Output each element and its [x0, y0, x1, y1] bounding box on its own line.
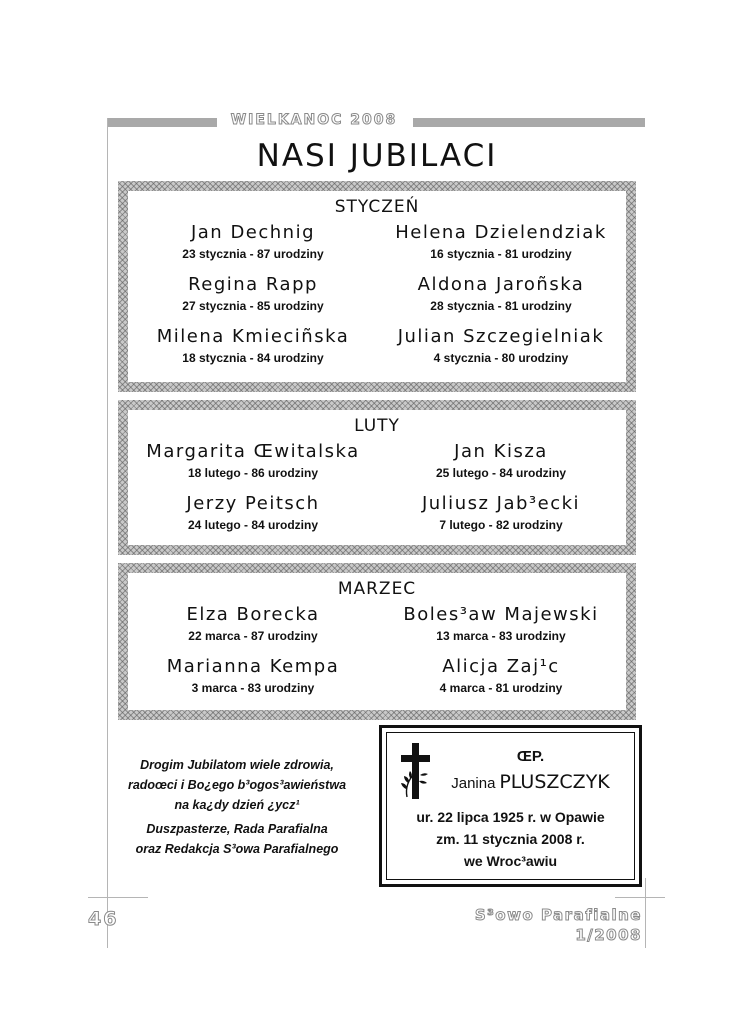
person-name: Juliusz Jab³ecki	[421, 493, 581, 514]
obituary-name	[427, 771, 634, 793]
birthday-date: 27 stycznia - 85 urodziny	[182, 299, 324, 313]
person-name: Jan Dechnig	[190, 222, 316, 243]
right-column	[376, 604, 626, 695]
jubilee-entry	[128, 493, 378, 532]
person-name: Elza Borecka	[186, 604, 320, 625]
left-column	[128, 604, 378, 695]
birthday-date: 18 lutego - 86 urodziny	[187, 466, 319, 480]
birthday-date: 4 marca - 81 urodziny	[439, 681, 563, 695]
jubilee-entry	[128, 441, 378, 493]
birthday-date: 7 lutego - 82 urodziny	[439, 518, 563, 532]
footer-rule-left	[88, 897, 148, 898]
month-name: MARZEC	[337, 579, 417, 599]
obituary-place: we Wroc³awiu	[463, 853, 558, 869]
person-name: Aldona Jaroñska	[417, 274, 585, 295]
jubilee-entry	[376, 222, 626, 274]
jubilee-entry	[376, 441, 626, 493]
wishes-line: oraz Redakcja S³owa Parafialnego	[135, 842, 339, 856]
footer-mark-right	[645, 878, 646, 948]
jubilee-entry	[376, 656, 626, 695]
obituary-rip: ŒP.	[516, 748, 545, 765]
person-name: Alicja Zaj¹c	[442, 656, 560, 677]
person-name: Julian Szczegielniak	[397, 326, 605, 347]
wishes-line: Drogim Jubilatom wiele zdrowia,	[140, 758, 334, 772]
jubilee-entry	[376, 326, 626, 365]
birthday-date: 18 stycznia - 84 urodziny	[182, 351, 324, 365]
page-title: NASI JUBILACI	[256, 138, 498, 174]
magazine-name: S³owo Parafialne	[474, 906, 642, 924]
person-name: Helena Dzielendziak	[395, 222, 607, 243]
jubilee-entry	[128, 326, 378, 365]
obituary-first-name: Janina	[451, 775, 496, 792]
jubilee-entry	[376, 604, 626, 656]
wishes-line: radoœci i Bo¿ego b³ogos³awieństwa	[127, 778, 347, 792]
birthday-date: 24 lutego - 84 urodziny	[187, 518, 319, 532]
month-name: LUTY	[354, 416, 400, 436]
obituary-born: ur. 22 lipca 1925 r. w Opawie	[416, 809, 605, 825]
birthday-date: 25 lutego - 84 urodziny	[435, 466, 567, 480]
person-name: Margarita Œwitalska	[146, 441, 360, 462]
birthday-date: 16 stycznia - 81 urodziny	[430, 247, 572, 261]
footer-rule-right	[615, 897, 665, 898]
birthday-date: 4 stycznia - 80 urodziny	[433, 351, 569, 365]
right-column	[376, 441, 626, 532]
birthday-date: 22 marca - 87 urodziny	[188, 629, 318, 643]
left-column	[128, 441, 378, 532]
wishes-line: Duszpasterze, Rada Parafialna	[146, 822, 328, 836]
person-name: Jerzy Peitsch	[186, 493, 320, 514]
person-name: Marianna Kempa	[166, 656, 340, 677]
header-rule-right	[413, 118, 645, 127]
left-margin-line	[107, 118, 108, 948]
wishes-block	[110, 755, 364, 859]
header-rule-left	[107, 118, 217, 127]
birthday-date: 28 stycznia - 81 urodziny	[430, 299, 572, 313]
obituary-box	[379, 725, 642, 887]
person-name: Regina Rapp	[188, 274, 318, 295]
obituary-surname: PLUSZCZYK	[499, 771, 610, 793]
jubilee-entry	[128, 656, 378, 695]
issue-number: 1/2008	[575, 926, 642, 944]
birthday-date: 13 marca - 83 urodziny	[436, 629, 566, 643]
obituary-died: zm. 11 stycznia 2008 r.	[436, 831, 585, 847]
month-box-luty	[118, 400, 636, 555]
month-box-marzec	[118, 563, 636, 720]
person-name: Jan Kisza	[454, 441, 548, 462]
right-column	[376, 222, 626, 365]
jubilee-entry	[128, 274, 378, 326]
header-kicker: WIELKANOC 2008	[230, 112, 398, 128]
birthday-date: 23 stycznia - 87 urodziny	[182, 247, 324, 261]
birthday-date: 3 marca - 83 urodziny	[191, 681, 315, 695]
jubilee-entry	[128, 604, 378, 656]
left-column	[128, 222, 378, 365]
person-name: Boles³aw Majewski	[403, 604, 599, 625]
month-box-styczen	[118, 181, 636, 392]
jubilee-entry	[128, 222, 378, 274]
jubilee-entry	[376, 274, 626, 326]
obituary-inner-frame	[386, 732, 635, 880]
person-name: Milena Kmieciñska	[156, 326, 350, 347]
month-name: STYCZEŃ	[334, 197, 420, 217]
page-number: 46	[88, 908, 119, 930]
wishes-line: na ka¿dy dzień ¿ycz¹	[174, 798, 300, 812]
jubilee-entry	[376, 493, 626, 532]
